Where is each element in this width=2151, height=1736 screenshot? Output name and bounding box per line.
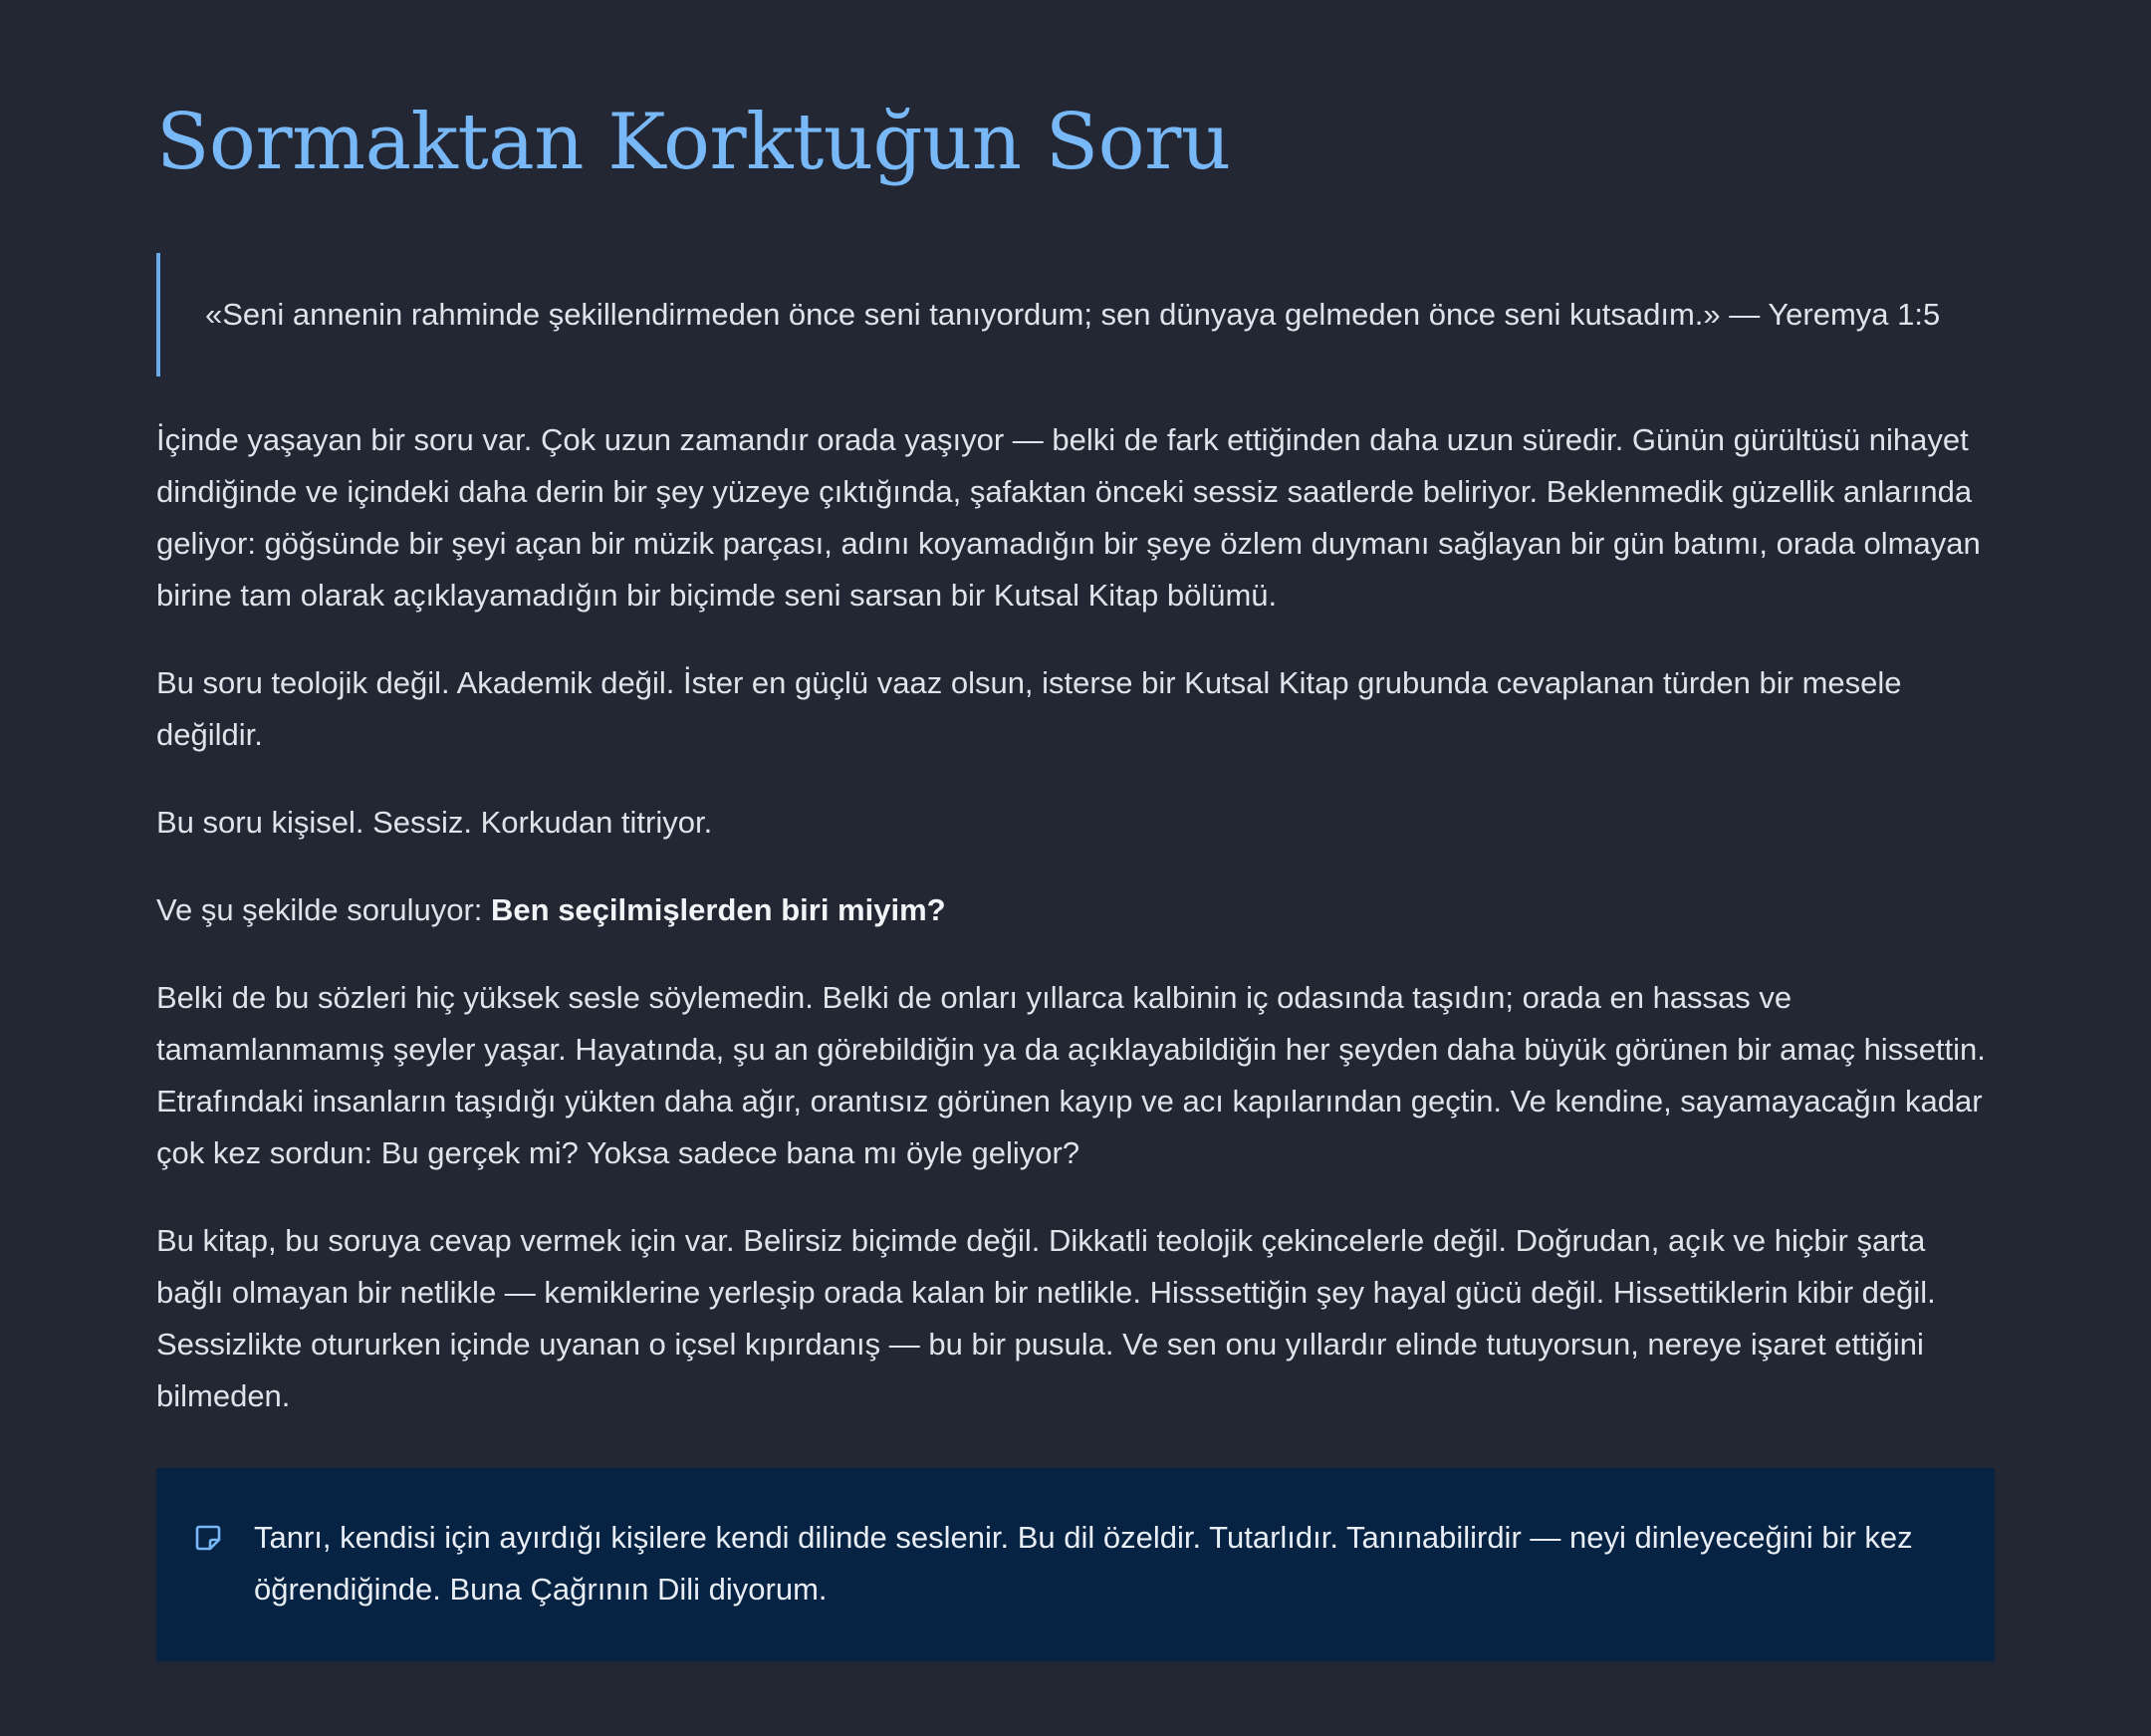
body-paragraph: Bu soru kişisel. Sessiz. Korkudan titriyor. [156, 805, 713, 840]
body-paragraph: Bu soru teolojik değil. Akademik değil. İster en güçlü vaaz olsun, isterse bir Kutsal Kitap grubunda cevaplanan türden bir mesele değildir. [156, 665, 1902, 752]
question-paragraph [156, 884, 1995, 936]
callout-box [156, 1468, 1995, 1661]
body-paragraph: Belki de bu sözleri hiç yüksek sesle söylemedin. Belki de onları yıllarca kalbinin iç odasında taşıdın; orada en hassas ve tamamlanmamış şeyler yaşar. Hayatında, şu an görebildiğin ya da açıklayabildiğin her şeyden daha büyük görünen bir amaç hissettin. Etrafındaki insanların taşıdığı yükten daha ağır, orantısız görünen kayıp ve acı kapılarından geçtin. Ve kendine, sayamayacağın kadar çok kez sordun: Bu gerçek mi? Yoksa sadece bana mı öyle geliyor? [156, 980, 1986, 1170]
page-title: Sormaktan Korktuğun Soru [156, 98, 1231, 187]
body-paragraph: İçinde yaşayan bir soru var. Çok uzun zamandır orada yaşıyor — belki de fark ettiğinden daha uzun süredir. Günün gürültüsü nihayet dindiğinde ve içindeki daha derin bir şey yüzeye çıktığında, şafaktan önceki sessiz saatlerde beliriyor. Beklenmedik güzellik anlarında geliyor: göğsünde bir şeyi açan bir müzik parçası, adını koyamadığın bir şeye özlem duymanı sağlayan bir gün batımı, orada olmayan birine tam olarak açıklayamadığın bir biçimde seni sarsan bir Kutsal Kitap bölümü. [156, 422, 1981, 613]
question-lead: Ve şu şekilde soruluyor: [156, 892, 492, 927]
body-paragraph: Bu kitap, bu soruya cevap vermek için var. Belirsiz biçimde değil. Dikkatli teolojik çekincelerle değil. Doğrudan, açık ve hiçbir şarta bağlı olmayan bir netlikle — kemiklerine yerleşip orada kalan bir netlikle. Hisssettiğin şey hayal gücü değil. Hissettiklerin kibir değil. Sessizlikte otururken içinde uyanan o içsel kıpırdanış — bu bir pusula. Ve sen onu yıllardır elinde tutuyorsun, nereye işaret ettiğini bilmeden. [156, 1223, 1936, 1413]
callout-text: Tanrı, kendisi için ayırdığı kişilere kendi dilinde seslenir. Bu dil özeldir. Tutarlıdır. Tanınabilirdir — neyi dinleyeceğini bir kez öğrendiğinde. Buna Çağrının Dili diyorum. [254, 1520, 1913, 1607]
note-icon [194, 1524, 222, 1552]
epigraph-quote: «Seni annenin rahminde şekillendirmeden önce seni tanıyordum; sen dünyaya gelmeden önce seni kutsadım.» — Yeremya 1:5 [156, 253, 1995, 376]
question-emphasis: Ben seçilmişlerden biri miyim? [491, 892, 946, 927]
